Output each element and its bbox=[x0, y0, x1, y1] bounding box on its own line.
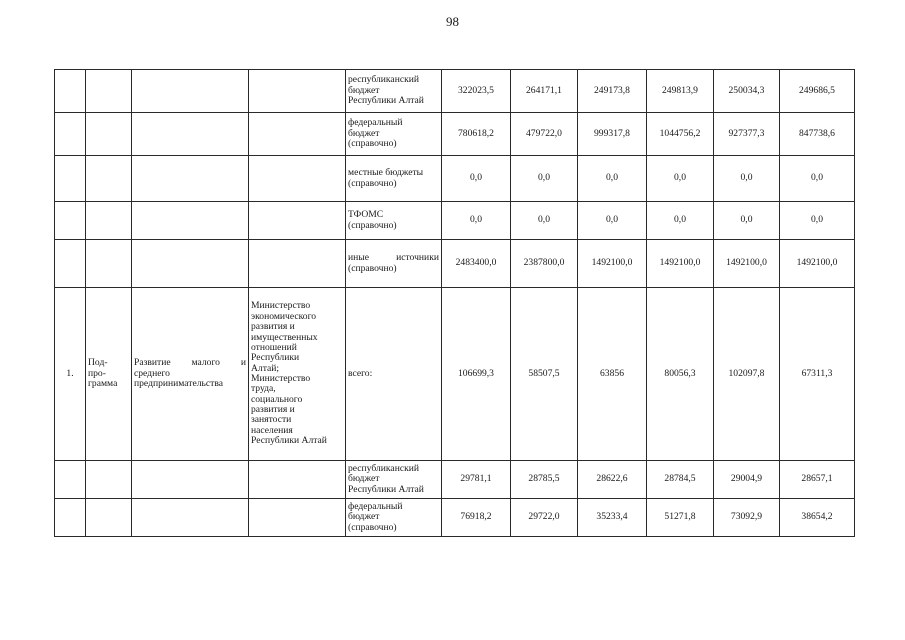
executor-cell bbox=[249, 202, 346, 240]
amount-cell: 0,0 bbox=[578, 156, 647, 202]
row-index-cell: 1. bbox=[55, 288, 86, 461]
cell-line: социального bbox=[251, 393, 303, 405]
amount-cell: 35233,4 bbox=[578, 499, 647, 537]
executor-cell bbox=[249, 70, 346, 113]
cell-line: бюджет bbox=[348, 127, 380, 139]
table-row bbox=[55, 240, 855, 288]
row-index-cell bbox=[55, 156, 86, 202]
amount-cell: 0,0 bbox=[714, 202, 780, 240]
amount-cell: 0,0 bbox=[442, 202, 511, 240]
cell-line: развития и bbox=[251, 321, 295, 333]
table-row bbox=[55, 70, 855, 113]
program-kind-cell bbox=[86, 202, 132, 240]
cell-line: (справочно) bbox=[348, 521, 397, 533]
program-kind-cell bbox=[86, 156, 132, 202]
executor-cell bbox=[249, 461, 346, 499]
program-kind-cell bbox=[86, 113, 132, 156]
funding-source-cell bbox=[346, 499, 442, 537]
table-row bbox=[55, 156, 855, 202]
amount-cell: 28657,1 bbox=[780, 461, 855, 499]
amount-cell: 249813,9 bbox=[647, 70, 714, 113]
program-kind-cell bbox=[86, 288, 132, 461]
cell-line: населения bbox=[251, 424, 293, 436]
cell-line: грамма bbox=[88, 378, 118, 390]
amount-cell: 249686,5 bbox=[780, 70, 855, 113]
amount-cell: 28622,6 bbox=[578, 461, 647, 499]
amount-cell: 999317,8 bbox=[578, 113, 647, 156]
amount-cell: 927377,3 bbox=[714, 113, 780, 156]
cell-line: Республики Алтай bbox=[251, 435, 327, 447]
cell-line: бюджет bbox=[348, 511, 380, 523]
cell-line: (справочно) bbox=[348, 262, 397, 274]
amount-cell: 73092,9 bbox=[714, 499, 780, 537]
row-index-cell bbox=[55, 70, 86, 113]
funding-source-cell bbox=[346, 461, 442, 499]
amount-cell: 0,0 bbox=[780, 202, 855, 240]
amount-cell: 58507,5 bbox=[511, 288, 578, 461]
amount-cell: 0,0 bbox=[511, 202, 578, 240]
program-kind-cell bbox=[86, 461, 132, 499]
cell-line: Республики Алтай bbox=[348, 483, 424, 495]
amount-cell: 1492100,0 bbox=[714, 240, 780, 288]
amount-cell: 2387800,0 bbox=[511, 240, 578, 288]
amount-cell: 80056,3 bbox=[647, 288, 714, 461]
amount-cell: 51271,8 bbox=[647, 499, 714, 537]
cell-line: среднего bbox=[134, 367, 170, 379]
cell-line: предпринимательства bbox=[134, 378, 224, 390]
cell-line: развития и bbox=[251, 404, 295, 416]
funding-source-cell bbox=[346, 156, 442, 202]
amount-cell: 1492100,0 bbox=[647, 240, 714, 288]
cell-line: занятости bbox=[251, 414, 292, 426]
executor-cell bbox=[249, 156, 346, 202]
amount-cell: 0,0 bbox=[647, 202, 714, 240]
amount-cell: 76918,2 bbox=[442, 499, 511, 537]
cell-line: (справочно) bbox=[348, 138, 397, 150]
amount-cell: 1044756,2 bbox=[647, 113, 714, 156]
amount-cell: 38654,2 bbox=[780, 499, 855, 537]
program-name-cell bbox=[132, 70, 249, 113]
program-name-cell bbox=[132, 240, 249, 288]
funding-source-cell bbox=[346, 288, 442, 461]
amount-cell: 28785,5 bbox=[511, 461, 578, 499]
cell-line: республиканский bbox=[348, 462, 420, 474]
amount-cell: 63856 bbox=[578, 288, 647, 461]
cell-line: Развитие малого и bbox=[134, 357, 246, 369]
amount-cell: 322023,5 bbox=[442, 70, 511, 113]
program-kind-cell bbox=[86, 240, 132, 288]
amount-cell: 29722,0 bbox=[511, 499, 578, 537]
cell-line: отношений bbox=[251, 341, 297, 353]
amount-cell: 67311,3 bbox=[780, 288, 855, 461]
cell-line: про- bbox=[88, 367, 106, 379]
cell-line: Министерство bbox=[251, 300, 311, 312]
cell-line: местные бюджеты bbox=[348, 167, 424, 179]
cell-line: Республики Алтай bbox=[348, 95, 424, 107]
row-index-cell bbox=[55, 499, 86, 537]
funding-source-cell bbox=[346, 202, 442, 240]
amount-cell: 479722,0 bbox=[511, 113, 578, 156]
amount-cell: 29004,9 bbox=[714, 461, 780, 499]
amount-cell: 1492100,0 bbox=[780, 240, 855, 288]
table-row bbox=[55, 461, 855, 499]
amount-cell: 28784,5 bbox=[647, 461, 714, 499]
cell-line: Алтай; bbox=[251, 362, 280, 374]
table-row bbox=[55, 202, 855, 240]
program-name-cell bbox=[132, 288, 249, 461]
page-number: 98 bbox=[446, 14, 459, 29]
program-kind-cell bbox=[86, 70, 132, 113]
amount-cell: 0,0 bbox=[578, 202, 647, 240]
executor-cell bbox=[249, 288, 346, 461]
amount-cell: 0,0 bbox=[442, 156, 511, 202]
amount-cell: 1492100,0 bbox=[578, 240, 647, 288]
cell-line: федеральный bbox=[348, 500, 403, 512]
amount-cell: 0,0 bbox=[714, 156, 780, 202]
cell-line: имущественных bbox=[251, 331, 318, 343]
cell-line: ТФОМС bbox=[348, 209, 384, 221]
funding-source-cell bbox=[346, 70, 442, 113]
cell-line: бюджет bbox=[348, 473, 380, 485]
amount-cell: 249173,8 bbox=[578, 70, 647, 113]
program-kind-cell bbox=[86, 499, 132, 537]
amount-cell: 264171,1 bbox=[511, 70, 578, 113]
amount-cell: 106699,3 bbox=[442, 288, 511, 461]
executor-cell bbox=[249, 113, 346, 156]
executor-cell bbox=[249, 240, 346, 288]
program-name-cell bbox=[132, 499, 249, 537]
cell-line: (справочно) bbox=[348, 177, 397, 189]
program-name-cell bbox=[132, 461, 249, 499]
table-row bbox=[55, 113, 855, 156]
cell-line: (справочно) bbox=[348, 219, 397, 231]
amount-cell: 0,0 bbox=[511, 156, 578, 202]
cell-line: Министерство bbox=[251, 373, 311, 384]
cell-line: экономического bbox=[251, 310, 317, 322]
budget-table bbox=[54, 69, 855, 537]
amount-cell: 0,0 bbox=[647, 156, 714, 202]
executor-cell bbox=[249, 499, 346, 537]
row-index-cell bbox=[55, 202, 86, 240]
amount-cell: 102097,8 bbox=[714, 288, 780, 461]
table-row bbox=[55, 288, 855, 461]
program-name-cell bbox=[132, 202, 249, 240]
amount-cell: 0,0 bbox=[780, 156, 855, 202]
cell-line: федеральный bbox=[348, 117, 403, 129]
cell-line: иные источники bbox=[348, 252, 439, 264]
row-index-cell bbox=[55, 461, 86, 499]
program-name-cell bbox=[132, 156, 249, 202]
row-index-cell bbox=[55, 113, 86, 156]
funding-source-cell bbox=[346, 113, 442, 156]
cell-line: бюджет bbox=[348, 84, 380, 96]
amount-cell: 29781,1 bbox=[442, 461, 511, 499]
row-index-cell bbox=[55, 240, 86, 288]
cell-line: Республики bbox=[251, 352, 300, 364]
cell-line: Под- bbox=[88, 357, 108, 369]
table-row bbox=[55, 499, 855, 537]
amount-cell: 847738,6 bbox=[780, 113, 855, 156]
cell-line: республиканский bbox=[348, 74, 420, 86]
cell-line: труда, bbox=[251, 383, 276, 395]
amount-cell: 780618,2 bbox=[442, 113, 511, 156]
funding-source-cell bbox=[346, 240, 442, 288]
amount-cell: 250034,3 bbox=[714, 70, 780, 113]
program-name-cell bbox=[132, 113, 249, 156]
amount-cell: 2483400,0 bbox=[442, 240, 511, 288]
cell-line: всего: bbox=[348, 367, 373, 379]
